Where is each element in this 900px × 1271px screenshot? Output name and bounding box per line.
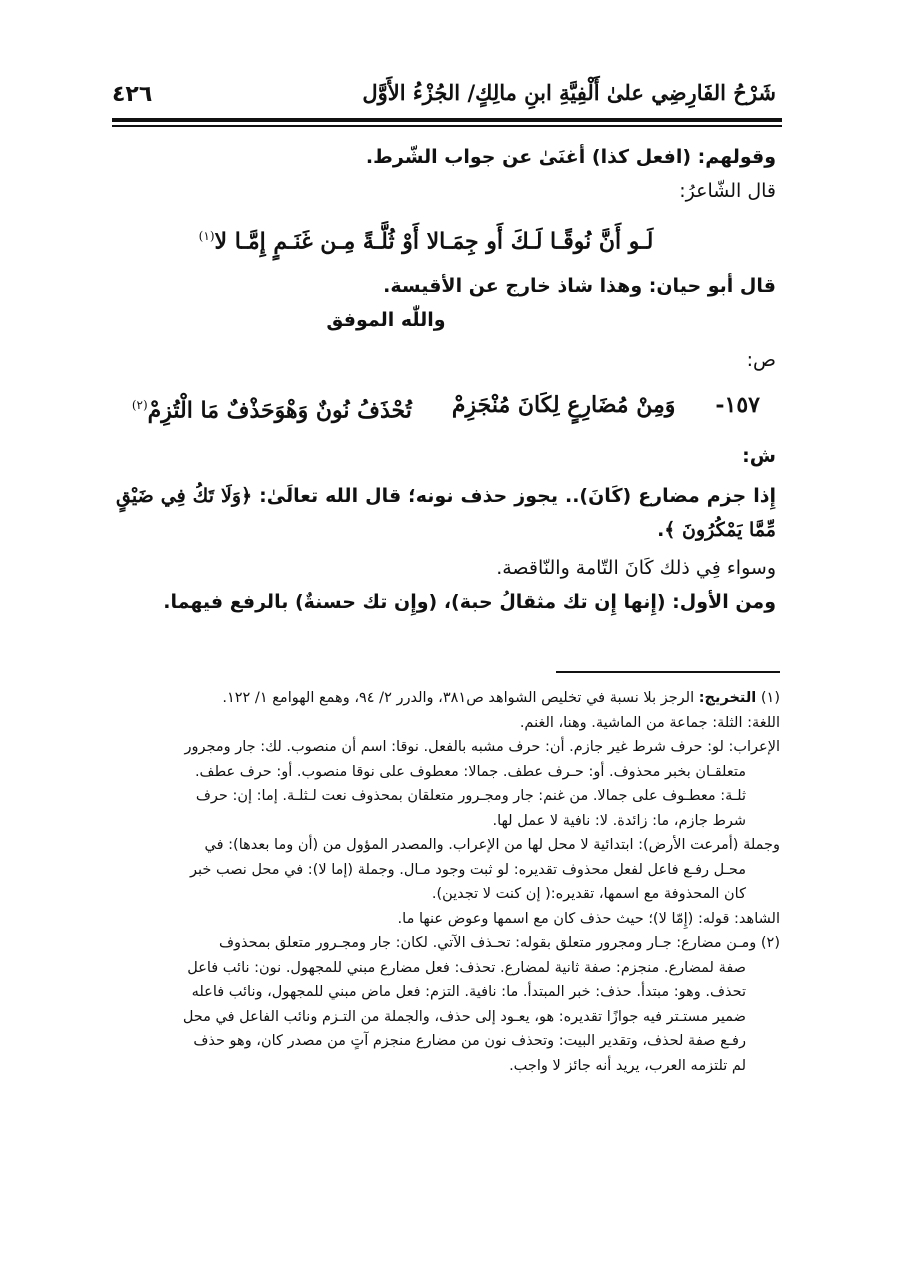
text-line: قال الشّاعرُ: bbox=[679, 180, 776, 202]
commentary-paragraph: إِذا جزم مضارع (كَانَ).. يجوز حذف نونه؛ قال الله تعالَىٰ: ﴿وَلَا تَكُ فِي ضَيْقٍ مِّمَّا يَمْكُرُونَ ﴾. bbox=[116, 484, 776, 541]
header-rule-thin bbox=[112, 125, 782, 127]
footnote-line: لم تلتزمه العرب، يريد أنه جائز لا واجب. bbox=[509, 1057, 746, 1074]
page-number: ٤٢٦ bbox=[112, 82, 153, 107]
running-title: شَرْحُ الفَارِضِي علىٰ أَلْفِيَّةِ ابنِ مالِكٍ/ الجُزْءُ الأَوَّل bbox=[362, 80, 776, 105]
footnote-marker: (٢) bbox=[131, 398, 148, 413]
footnote-line: رفـع صفة لحذف، وتقدير البيت: وتحذف نون من مضارع منجزم آتٍ من مصدر كان، وهو حذف bbox=[193, 1033, 746, 1049]
verse-number: ١٥٧- bbox=[715, 392, 760, 419]
verse-second-hemistich: تُحْذَفُ نُونٌ وَهْوَحَذْفٌ مَا الْتُزِمْ$^{(٢)}$ bbox=[131, 397, 412, 424]
main-text bbox=[116, 140, 776, 619]
footnote-marker: (١) bbox=[198, 229, 215, 243]
text-line: ومن الأول: (إِنها إِن تك مثقالُ حبة)، (وإِن تك حسنةٌ) بالرفع فيهما. bbox=[163, 590, 776, 613]
footnote-line: الشاهد: قوله: (إِمّا لا)؛ حيث حذف كان مع اسمها وعوض عنها ما. bbox=[397, 910, 780, 927]
footnote-2: (٢) ومـن مضارع: جـار ومجرور متعلق بقوله: تحـذف الآتي. لكان: جار ومجـرور متعلق بمحذوف bbox=[218, 935, 780, 951]
poetry-verse bbox=[116, 212, 776, 265]
verse-first-hemistich: وَمِنْ مُضَارِعٍ لِكَانَ مُنْجَزِمْ bbox=[451, 392, 676, 419]
page-header bbox=[112, 70, 782, 114]
footnote-line: متعلقـان بخبر محذوف. أو: حـرف عطف. جمالا: معطوف على نوقا منصوب. أو: حرف عطف. bbox=[194, 763, 746, 780]
section-marker-shin: ش: bbox=[742, 444, 776, 467]
footnotes bbox=[116, 686, 780, 1078]
closing-phrase: واللّٰه الموفق bbox=[326, 309, 446, 332]
footnote-line: الإعراب: لو: حرف شرط غير جازم. أن: حرف مشبه بالفعل. نوقا: اسم أن منصوب. لك: جار ومجرور bbox=[184, 739, 780, 755]
header-rule-thick bbox=[112, 118, 782, 122]
footnote-separator bbox=[556, 671, 780, 673]
footnote-line: اللغة: الثلة: جماعة من الماشية. وهنا، الغنم. bbox=[519, 714, 780, 731]
footnote-line: محـل رفـع فاعل لفعل محذوف تقديره: لو ثبت وجود مـال. وجملة (إما لا): في محل نصب خبر bbox=[190, 861, 746, 878]
footnote-line: كان المحذوفة مع اسمها، تقديره:( إن كنت لا تجدين). bbox=[431, 886, 746, 902]
text-line: وسواء فِي ذلك كَانَ التّامة والنّاقصة. bbox=[496, 556, 776, 579]
section-marker-sad: ص: bbox=[746, 349, 776, 372]
alfiyya-verse bbox=[116, 381, 776, 434]
verse-text: لَـو أَنَّ نُوقًـا لَـكَ أَو جِمَـالا أَوْ ثُلَّـةً مِـن غَنَـمٍ إِمَّـا لا bbox=[214, 228, 654, 255]
footnote-line: ضمير مستـتر فيه جوازًا تقديره: هو، يعـود إلى حذف، والجملة من التـزم ونائب الفاعل في محل bbox=[182, 1008, 746, 1025]
footnote-1: (١) التخريج: الرجز بلا نسبة في تخليص الشواهد ص٣٨١، والدرر ٢/ ٩٤، وهمع الهوامع ١/ ١٢٢. bbox=[222, 690, 780, 706]
footnote-line: تحذف. وهو: مبتدأ. حذف: خبر المبتدأ. ما: نافية. التزم: فعل ماض مبني للمجهول، ونائب فاعله bbox=[191, 984, 746, 1000]
footnote-line: وجملة (أمرعت الأرض): ابتدائية لا محل لها من الإعراب. والمصدر المؤول من (أن وما بعدها): في bbox=[204, 837, 780, 853]
footnote-line: ثلـة: معطـوف على جمالا. من غنم: جار ومجـرور متعلقان بمحذوف نعت لـثلـة. إما: إن: حرف bbox=[195, 788, 746, 804]
quran-quote: ﴿وَلَا تَكُ فِي ضَيْقٍ مِّمَّا يَمْكُرُونَ ﴾ bbox=[116, 484, 776, 541]
footnote-line: شرط جازم، ما: زائدة. لا: نافية لا عمل لها. bbox=[492, 812, 746, 829]
text-line: قال أبو حيان: وهذا شاذ خارج عن الأقيسة. bbox=[383, 275, 776, 298]
text-line: وقولهم: (افعل كذا) أغنَىٰ عن جواب الشّرط. bbox=[365, 146, 776, 168]
footnote-line: صفة لمضارع. منجزم: صفة ثانية لمضارع. تحذف: فعل مضارع مبني للمجهول. نون: نائب فاعل bbox=[187, 959, 746, 976]
